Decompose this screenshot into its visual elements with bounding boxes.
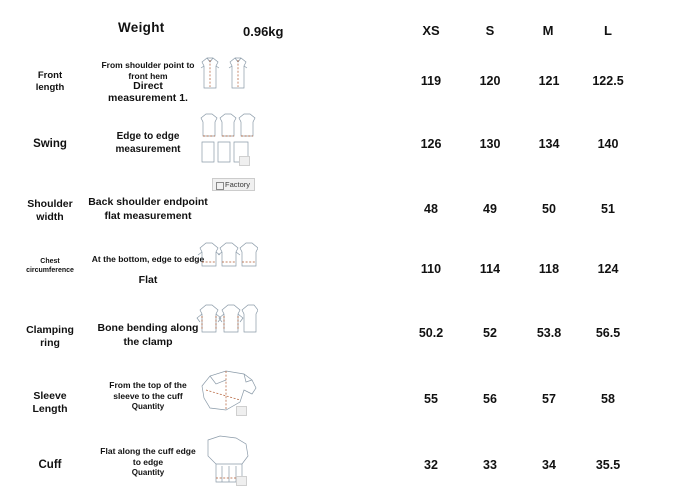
header-size-s: S (485, 23, 495, 38)
cell-front-length-xs: 119 (420, 74, 442, 88)
cell-clamping-ring-l: 56.5 (595, 326, 621, 340)
cell-swing-l: 140 (597, 137, 619, 151)
cell-chest-m: 118 (538, 262, 560, 276)
row-label-chest-circumference: Chest circumference (26, 258, 74, 274)
cell-front-length-s: 120 (479, 74, 501, 88)
row-label-shoulder-width: Shoulder width (27, 198, 73, 224)
row-desc-swing: Edge to edge measurement (115, 131, 181, 155)
cell-swing-m: 134 (538, 137, 560, 151)
row-extra-front-length: Direct measurement 1. (108, 80, 188, 104)
cell-cuff-xs: 32 (424, 458, 438, 472)
cell-sleeve-length-m: 57 (542, 392, 556, 406)
image-corner-tag (239, 156, 250, 166)
cell-sleeve-length-l: 58 (601, 392, 615, 406)
table-row (0, 238, 677, 294)
row-desc-sleeve-length: From the top of the sleeve to the cuff (109, 380, 187, 402)
row-desc-cuff: Flat along the cuff edge to edge (100, 446, 196, 468)
cell-clamping-ring-xs: 50.2 (418, 326, 444, 340)
row-label-front-length: Front length (35, 70, 65, 93)
factory-tag: Factory (212, 178, 255, 191)
table-row (0, 300, 677, 358)
table-row (0, 178, 677, 234)
header-size-xs: XS (422, 23, 440, 38)
garment-illustration-sleeve-length (196, 366, 258, 422)
garment-illustration-cuff (196, 434, 258, 490)
row-extra-sleeve-length: Quantity (131, 402, 165, 411)
garment-illustration-chest (196, 240, 258, 286)
cell-front-length-l: 122.5 (592, 74, 624, 88)
header-weight-value: 0.96kg (243, 24, 284, 39)
row-label-clamping-ring: Clamping ring (26, 324, 74, 350)
table-header (0, 0, 677, 46)
row-desc-shoulder-width: Back shoulder endpoint flat measurement (88, 196, 208, 222)
cell-swing-xs: 126 (420, 137, 442, 151)
header-size-l: L (604, 23, 612, 38)
cell-cuff-l: 35.5 (595, 458, 621, 472)
cell-chest-s: 114 (479, 262, 501, 276)
image-corner-tag (236, 406, 247, 416)
cell-shoulder-width-l: 51 (601, 202, 615, 216)
image-corner-tag (236, 476, 247, 486)
row-desc-front-length: From shoulder point to front hem (101, 60, 195, 82)
table-row (0, 50, 677, 106)
table-row (0, 110, 677, 172)
header-size-m: M (542, 23, 554, 38)
row-label-cuff: Cuff (38, 459, 62, 471)
cell-shoulder-width-xs: 48 (424, 202, 438, 216)
cell-cuff-m: 34 (542, 458, 556, 472)
row-extra-cuff: Quantity (131, 468, 165, 477)
cell-clamping-ring-m: 53.8 (536, 326, 562, 340)
garment-illustration-front-length (196, 54, 258, 100)
row-label-sleeve-length: Sleeve Length (32, 390, 68, 416)
cell-chest-xs: 110 (420, 262, 442, 276)
row-desc-clamping-ring: Bone bending along the clamp (97, 322, 199, 348)
cell-swing-s: 130 (479, 137, 501, 151)
header-weight-label: Weight (118, 20, 165, 35)
cell-sleeve-length-xs: 55 (424, 392, 438, 406)
row-label-swing: Swing (33, 138, 67, 150)
cell-shoulder-width-m: 50 (542, 202, 556, 216)
table-row (0, 432, 677, 492)
cell-sleeve-length-s: 56 (483, 392, 497, 406)
cell-clamping-ring-s: 52 (483, 326, 497, 340)
cell-chest-l: 124 (597, 262, 619, 276)
table-row (0, 364, 677, 426)
row-desc-chest-circumference: At the bottom, edge to edge (91, 254, 205, 264)
garment-illustration-clamping-ring (196, 302, 258, 348)
cell-shoulder-width-s: 49 (483, 202, 497, 216)
cell-front-length-m: 121 (538, 74, 560, 88)
cell-cuff-s: 33 (483, 458, 497, 472)
row-extra-chest-circumference: Flat (138, 274, 158, 286)
